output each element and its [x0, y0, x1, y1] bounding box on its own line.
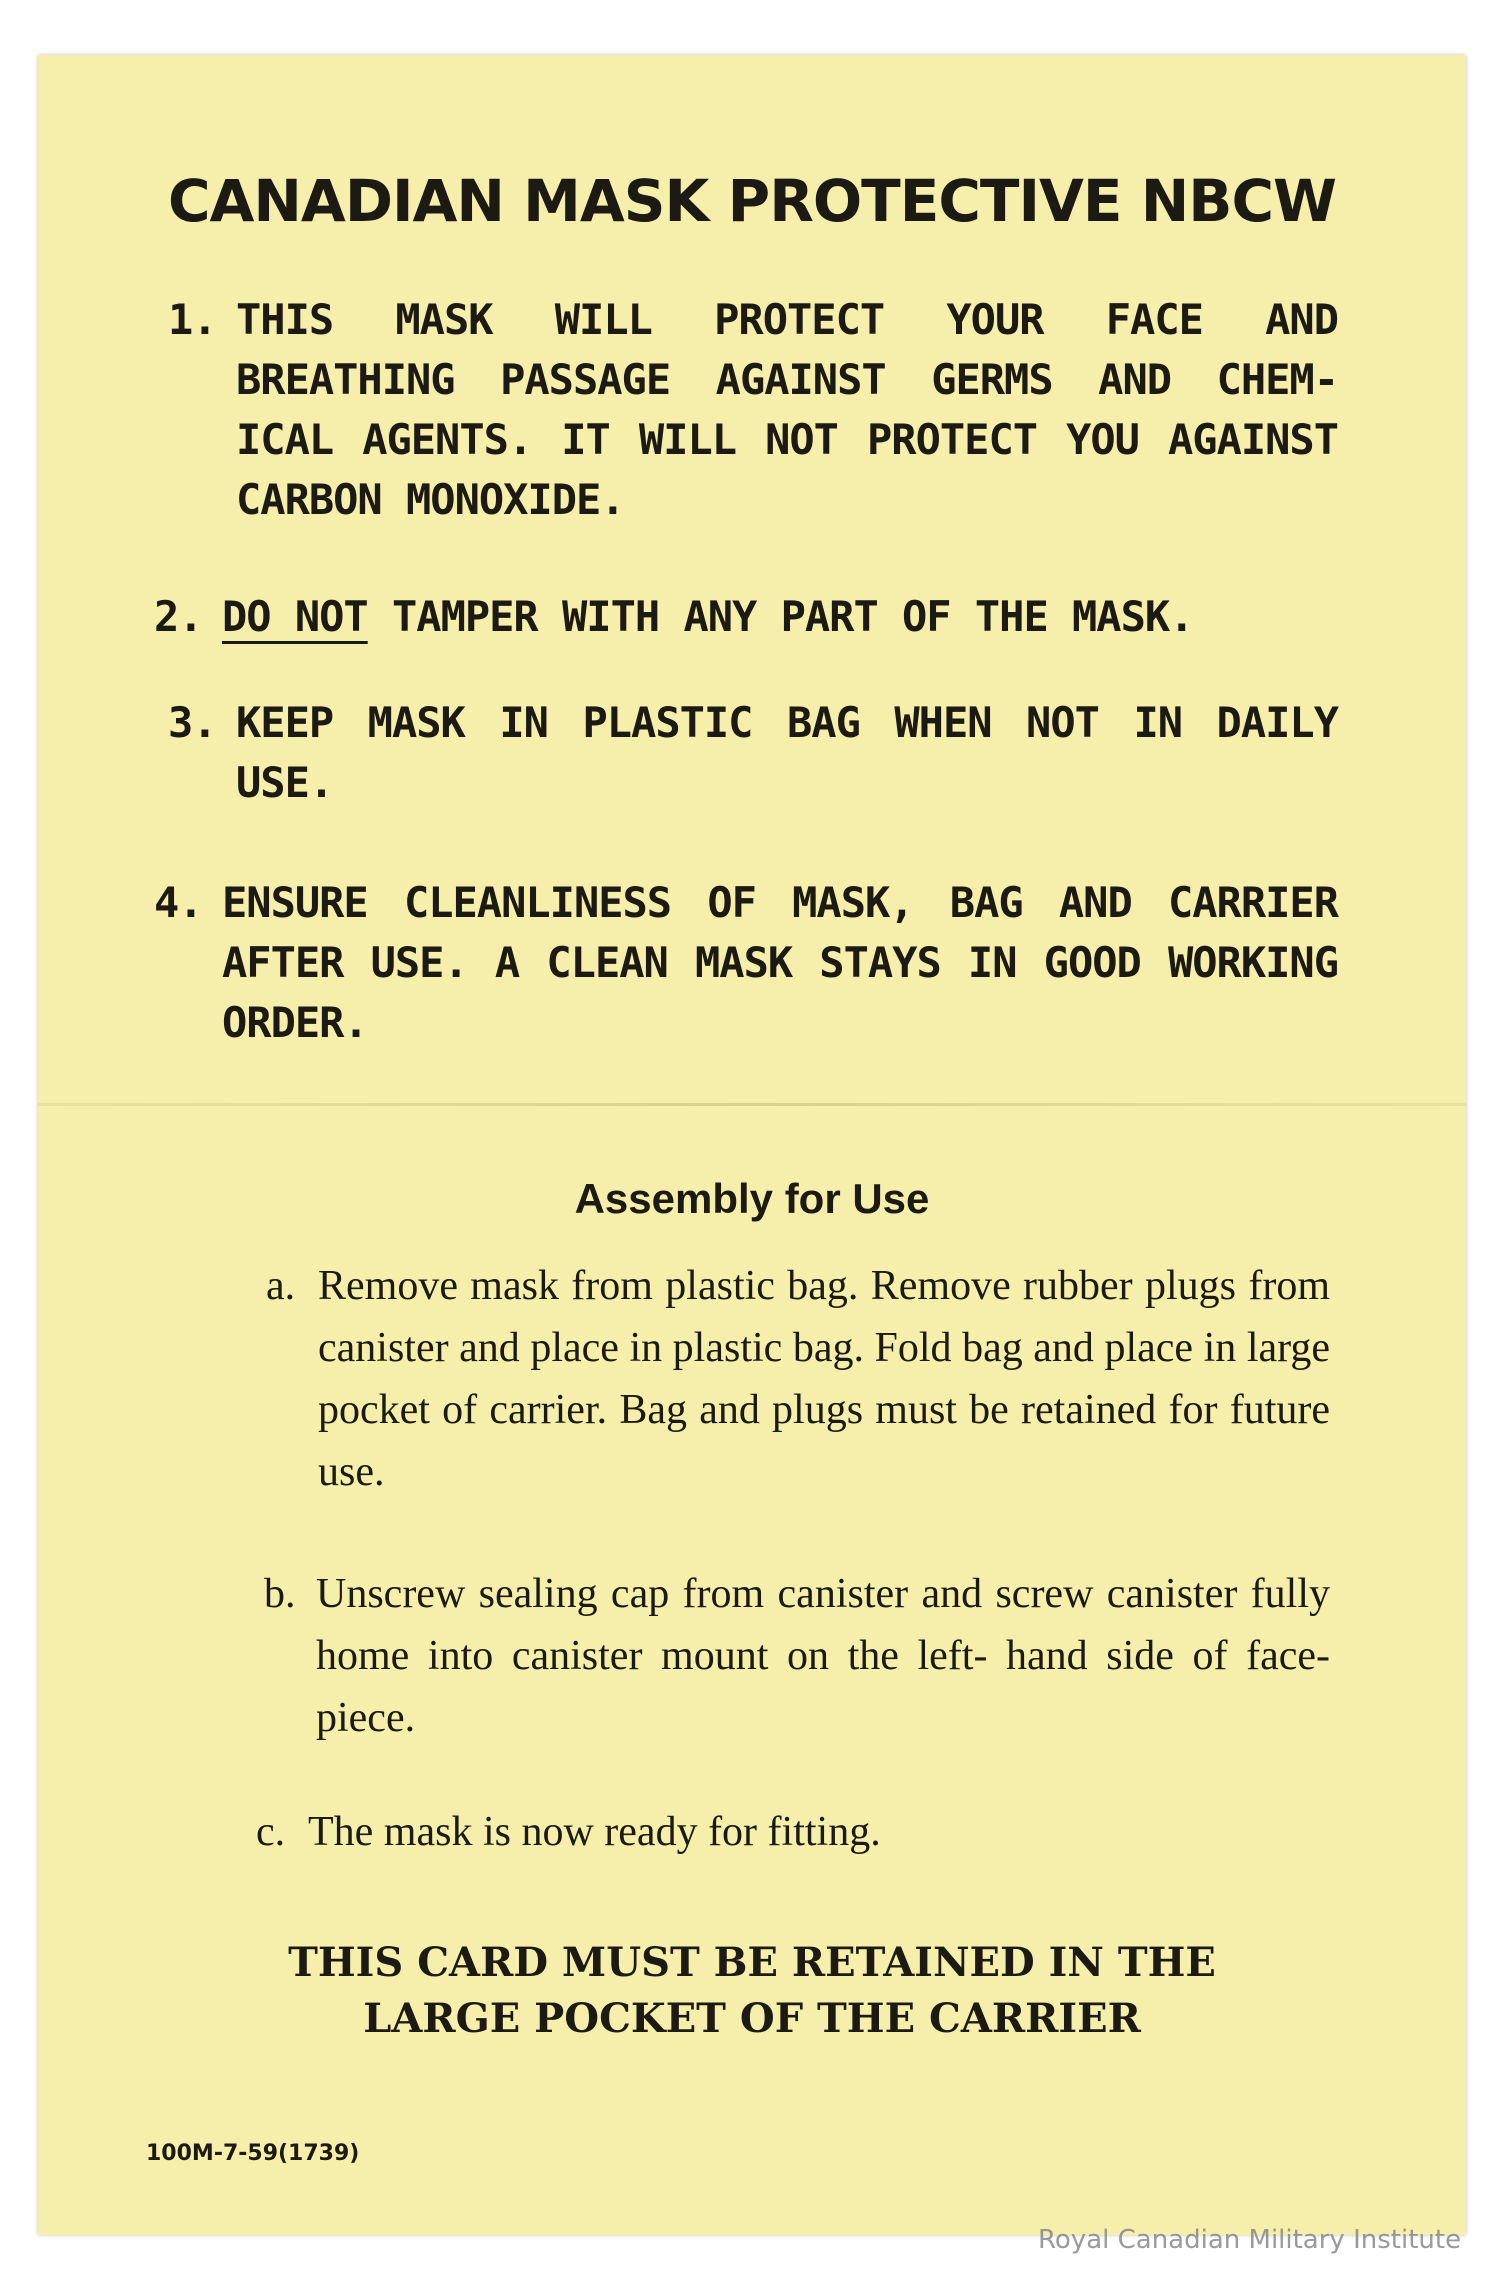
item-text: TAMPER WITH ANY PART OF THE MASK.	[367, 592, 1194, 641]
step-letter: a.	[266, 1263, 296, 1309]
assembly-heading: Assembly for Use	[574, 1175, 930, 1222]
instruction-item-4	[154, 873, 1338, 1053]
assembly-step-b	[264, 1563, 1330, 1749]
instruction-item-2	[154, 587, 1338, 647]
step-text: The mask is now ready for fitting.	[308, 1809, 881, 1855]
item-text: THIS MASK WILL PROTECT YOUR FACE AND BREATHING PASSAGE AGAINST GERMS AND CHEM- ICAL AGENTS. IT WILL NOT PROTECT YOU AGAINST CARBON MONOXIDE.	[236, 295, 1338, 524]
retain-notice: THIS CARD MUST BE RETAINED IN THE LARGE POCKET OF THE CARRIER	[288, 1939, 1216, 2042]
card-title: CANADIAN MASK PROTECTIVE NBCW	[167, 167, 1337, 235]
step-text: Unscrew sealing cap from canister and screw canister fully home into canister mount on the left- hand side of face-piece.	[316, 1571, 1330, 1741]
step-text: Remove mask from plastic bag. Remove rubber plugs from canister and place in plastic bag. Fold bag and place in large pocket of carrier. Bag and plugs must be retained for future use.	[318, 1263, 1330, 1495]
item-number: 4.	[154, 878, 203, 927]
item-number: 1.	[168, 295, 217, 344]
instruction-item-3	[168, 693, 1338, 813]
assembly-step-a	[266, 1255, 1330, 1503]
watermark: Royal Canadian Military Institute	[1038, 2225, 1462, 2255]
item-text: ENSURE CLEANLINESS OF MASK, BAG AND CARRIER AFTER USE. A CLEAN MASK STAYS IN GOOD WORKING ORDER.	[222, 878, 1338, 1047]
instruction-card	[38, 55, 1466, 2255]
instruction-item-1	[168, 290, 1338, 530]
step-letter: b.	[264, 1571, 296, 1617]
item-number: 3.	[168, 698, 217, 747]
step-letter: c.	[256, 1809, 286, 1855]
item-number: 2.	[154, 592, 203, 641]
do-not-emphasis: DO NOT	[222, 592, 368, 641]
item-text: KEEP MASK IN PLASTIC BAG WHEN NOT IN DAILY USE.	[236, 698, 1338, 807]
form-number: 100M-7-59(1739)	[146, 2141, 360, 2166]
assembly-step-c	[256, 1801, 1330, 1863]
